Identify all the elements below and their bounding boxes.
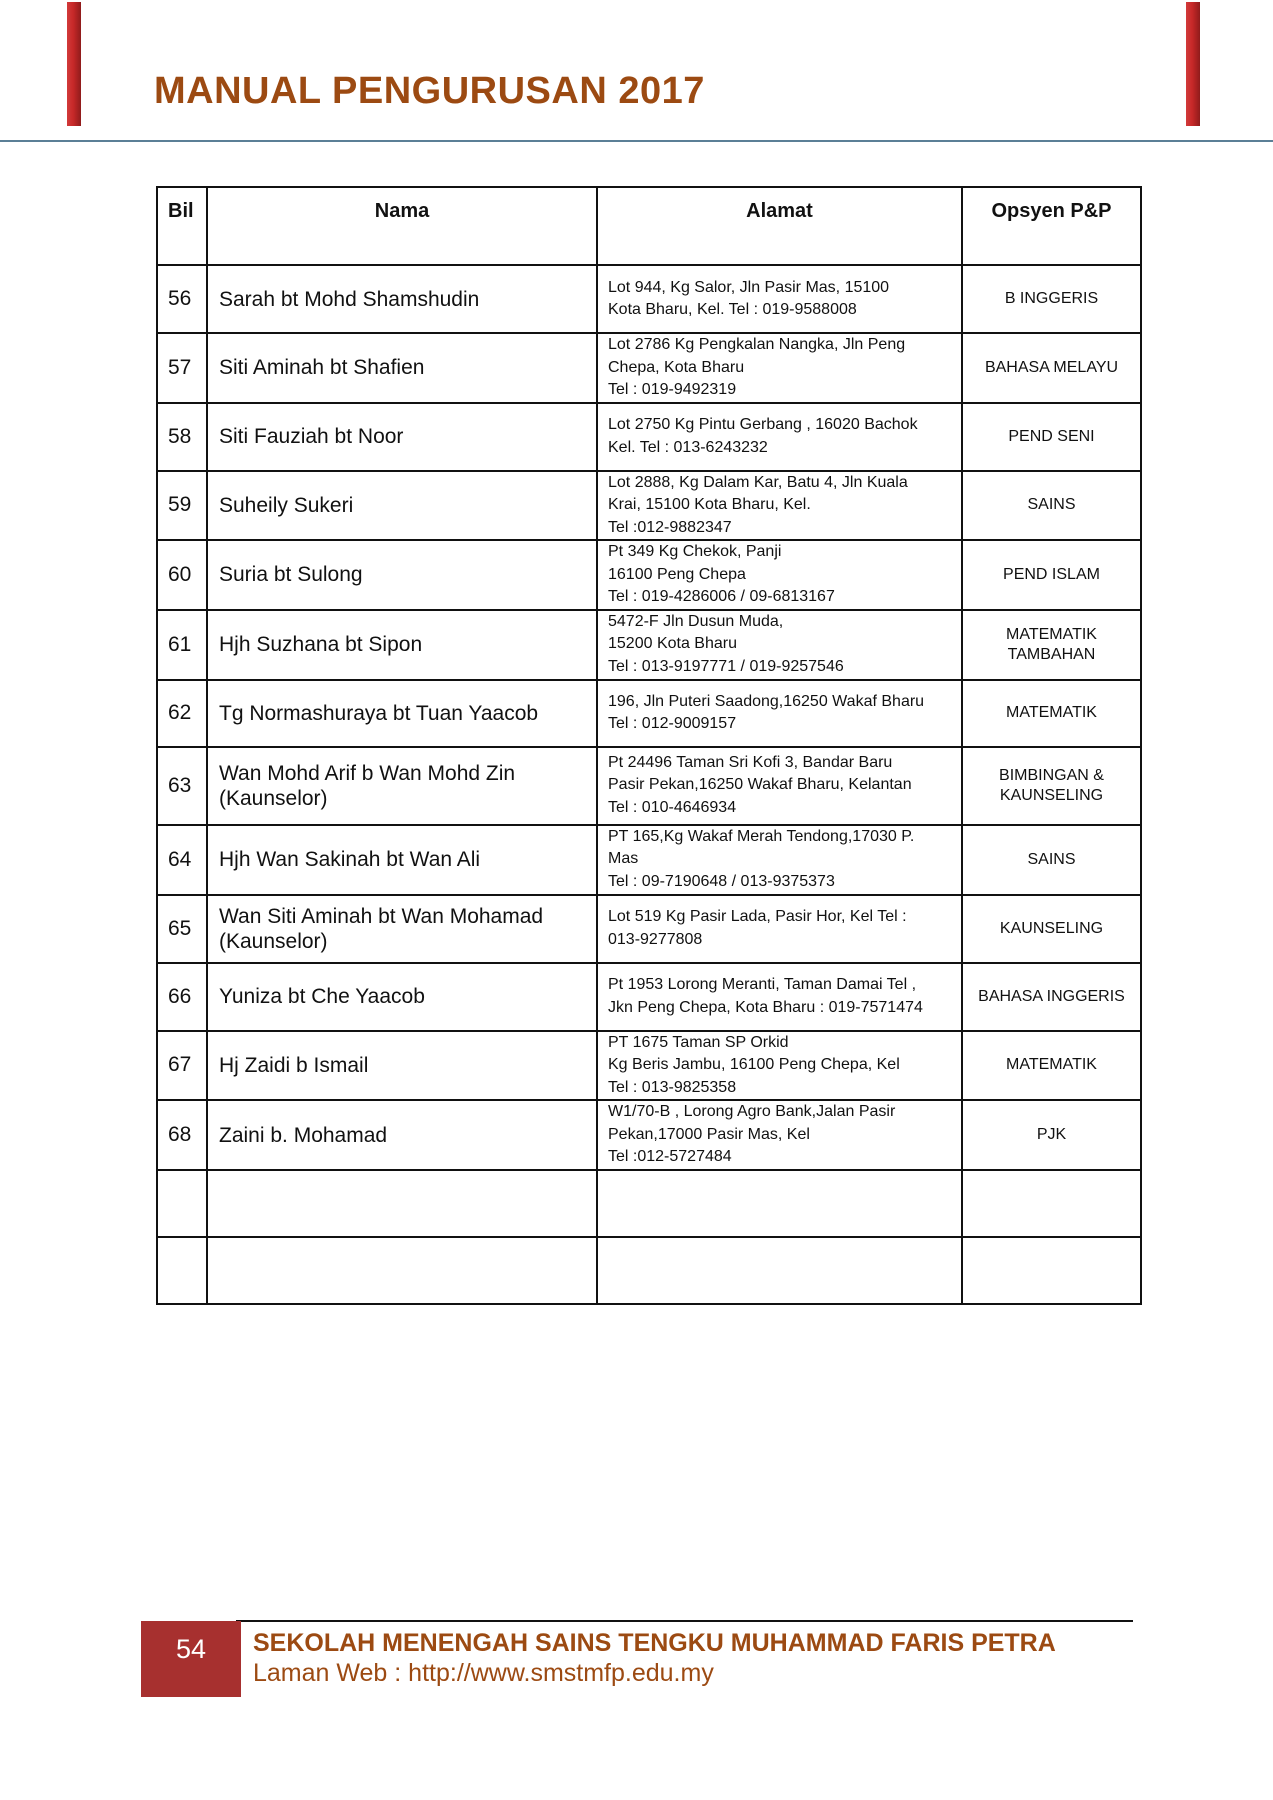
header-alamat: Alamat [597,187,962,265]
cell-nama [207,895,597,963]
cell-opsyen [962,747,1141,825]
empty-table-row [157,1237,1141,1304]
cell-opsyen-line: BIMBINGAN & [999,766,1104,784]
cell-nama-line: Yuniza bt Che Yaacob [219,985,425,1008]
cell-alamat-line: 16100 Peng Chepa [608,565,746,583]
cell-bil: 58 [157,403,207,471]
cell-nama-line: Wan Mohd Arif b Wan Mohd Zin [219,761,516,785]
cell-opsyen-line: PEND ISLAM [1003,565,1100,583]
cell-nama-line: Suria bt Sulong [219,563,363,587]
cell-nama [207,610,597,680]
cell-alamat-line: Lot 519 Kg Pasir Lada, Pasir Hor, Kel Tel : [608,908,907,925]
cell-alamat-line: Tel :012-5727484 [608,1148,732,1166]
empty-cell [207,1237,597,1304]
cell-alamat-line: Tel : 010-4646934 [608,798,737,816]
cell-opsyen-line: SAINS [1027,496,1076,514]
cell-bil: 64 [157,825,207,895]
cell-nama [207,265,597,333]
cell-nama-line: Hjh Suzhana bt Sipon [219,633,423,656]
cell-opsyen-line: BAHASA INGGERIS [978,987,1125,1005]
cell-alamat-line: Kota Bharu, Kel. Tel : 019-9588008 [608,301,857,318]
table-row [157,963,1141,1031]
table-row [157,403,1141,471]
cell-bil: 65 [157,895,207,963]
cell-opsyen-line: BAHASA MELAYU [984,358,1119,376]
cell-alamat-line: Lot 944, Kg Salor, Jln Pasir Mas, 15100 [608,278,890,296]
cell-alamat-line: Mas [608,850,639,868]
header-right-accent-bar [1186,2,1200,126]
cell-nama [207,403,597,471]
cell-opsyen [962,963,1141,1031]
cell-nama-line: Hjh Wan Sakinah bt Wan Ali [219,848,481,871]
cell-alamat-line: Pasir Pekan,16250 Wakaf Bharu, Kelantan [608,776,912,794]
cell-nama-line: (Kaunselor) [219,929,328,953]
cell-alamat-line: Tel :012-9882347 [608,518,732,536]
cell-alamat-line: Tel : 013-9825358 [608,1078,737,1096]
cell-opsyen-line: PJK [1036,1126,1067,1143]
footer-school-name: SEKOLAH MENENGAH SAINS TENGKU MUHAMMAD FARIS PETRA [253,1629,1056,1657]
cell-alamat-line: Krai, 15100 Kota Bharu, Kel. [608,496,811,513]
cell-opsyen-line: MATEMATIK [1006,704,1097,721]
cell-alamat [597,403,962,471]
cell-alamat [597,895,962,963]
cell-nama [207,1100,597,1170]
cell-opsyen [962,403,1141,471]
cell-alamat-line: 15200 Kota Bharu [608,635,737,653]
cell-bil: 63 [157,747,207,825]
cell-bil: 56 [157,265,207,333]
cell-opsyen [962,1031,1141,1101]
cell-bil: 61 [157,610,207,680]
cell-bil: 57 [157,333,207,403]
cell-alamat [597,747,962,825]
empty-cell [962,1237,1141,1304]
page-number: 54 [141,1621,241,1697]
cell-alamat [597,680,962,747]
table-row [157,825,1141,895]
table-row [157,747,1141,825]
cell-alamat-line: W1/70-B , Lorong Agro Bank,Jalan Pasir [608,1103,896,1121]
cell-opsyen [962,265,1141,333]
header-nama: Nama [207,187,597,265]
cell-alamat-line: Jkn Peng Chepa, Kota Bharu : 019-7571474 [608,998,923,1016]
cell-alamat-line: Pekan,17000 Pasir Mas, Kel [608,1125,810,1143]
footer-website: Laman Web : http://www.smstmfp.edu.my [253,1659,714,1687]
cell-alamat [597,963,962,1031]
empty-cell [597,1170,962,1237]
cell-opsyen [962,825,1141,895]
table-row [157,265,1141,333]
cell-alamat-line: Tel : 013-9197771 / 019-9257546 [608,657,844,675]
table-row [157,1100,1141,1170]
table-header-row [157,187,1141,265]
cell-opsyen-line: B INGGERIS [1004,290,1099,307]
cell-nama-line: Siti Fauziah bt Noor [219,425,404,448]
cell-alamat-line: 196, Jln Puteri Saadong,16250 Wakaf Bharu [608,692,925,710]
cell-nama-line: Suheily Sukeri [219,493,354,517]
cell-alamat-line: Lot 2750 Kg Pintu Gerbang , 16020 Bachok [608,416,918,433]
empty-cell [157,1170,207,1237]
cell-opsyen-line: PEND SENI [1008,427,1095,445]
cell-alamat-line: Kel. Tel : 013-6243232 [608,438,768,456]
cell-alamat [597,265,962,333]
cell-nama [207,333,597,403]
cell-nama [207,540,597,610]
cell-nama-line: Sarah bt Mohd Shamshudin [219,287,480,311]
cell-opsyen-line: SAINS [1027,850,1076,868]
cell-opsyen-line: MATEMATIK [1006,1056,1097,1074]
cell-opsyen-line: KAUNSELING [999,919,1104,937]
footer-divider [236,1620,1133,1622]
table-row [157,333,1141,403]
cell-alamat-line: Tel : 019-4286006 / 09-6813167 [608,588,835,605]
cell-bil: 68 [157,1100,207,1170]
cell-opsyen [962,610,1141,680]
header-divider [0,140,1273,142]
cell-alamat-line: Tel : 012-9009157 [608,715,737,732]
cell-alamat-line: 013-9277808 [608,930,703,948]
cell-opsyen [962,540,1141,610]
cell-opsyen [962,895,1141,963]
empty-cell [157,1237,207,1304]
header-bil: Bil [157,187,207,265]
cell-alamat-line: Tel : 019-9492319 [608,381,737,398]
cell-alamat [597,1031,962,1101]
cell-nama [207,471,597,541]
empty-table-row [157,1170,1141,1237]
cell-nama-line: Zaini b. Mohamad [219,1123,388,1147]
cell-alamat-line: Tel : 09-7190648 / 013-9375373 [608,872,835,890]
cell-alamat-line: Lot 2888, Kg Dalam Kar, Batu 4, Jln Kuala [608,473,908,491]
cell-alamat-line: Pt 1953 Lorong Meranti, Taman Damai Tel , [608,976,917,993]
cell-alamat-line: Pt 24496 Taman Sri Kofi 3, Bandar Baru [608,753,893,771]
table-row [157,680,1141,747]
cell-bil: 67 [157,1031,207,1101]
empty-cell [597,1237,962,1304]
table-row [157,1031,1141,1101]
cell-alamat [597,1100,962,1170]
cell-alamat [597,333,962,403]
cell-nama-line: Tg Normashuraya bt Tuan Yaacob [219,701,539,725]
cell-nama-line: Hj Zaidi b Ismail [219,1053,369,1077]
cell-opsyen [962,1100,1141,1170]
cell-nama [207,963,597,1031]
cell-nama-line: Wan Siti Aminah bt Wan Mohamad [219,904,544,928]
cell-opsyen-line: KAUNSELING [999,786,1104,804]
cell-bil: 66 [157,963,207,1031]
cell-alamat-line: 5472-F Jln Dusun Muda, [608,612,784,630]
cell-bil: 60 [157,540,207,610]
cell-nama [207,825,597,895]
header-opsyen: Opsyen P&P [962,187,1141,265]
table-row [157,895,1141,963]
staff-table [156,186,1142,1305]
table-row [157,610,1141,680]
cell-nama [207,680,597,747]
cell-alamat [597,825,962,895]
cell-alamat-line: PT 165,Kg Wakaf Merah Tendong,17030 P. [608,827,915,845]
cell-bil: 59 [157,471,207,541]
cell-alamat-line: Lot 2786 Kg Pengkalan Nangka, Jln Peng [608,336,906,353]
cell-opsyen [962,333,1141,403]
cell-bil: 62 [157,680,207,747]
cell-opsyen-line: TAMBAHAN [1007,645,1096,663]
cell-alamat-line: PT 1675 Taman SP Orkid [608,1033,789,1051]
cell-nama [207,747,597,825]
table-row [157,540,1141,610]
cell-alamat-line: Kg Beris Jambu, 16100 Peng Chepa, Kel [608,1056,900,1073]
cell-alamat [597,610,962,680]
empty-cell [962,1170,1141,1237]
cell-opsyen [962,471,1141,541]
cell-nama-line: Siti Aminah bt Shafien [219,356,425,380]
cell-nama [207,1031,597,1101]
page-title: MANUAL PENGURUSAN 2017 [154,70,705,112]
empty-cell [207,1170,597,1237]
cell-alamat [597,471,962,541]
cell-alamat [597,540,962,610]
table-row [157,471,1141,541]
table-body [157,265,1141,1304]
cell-opsyen-line: MATEMATIK [1006,625,1097,643]
cell-nama-line: (Kaunselor) [219,786,328,810]
header-left-accent-bar [67,2,81,126]
cell-alamat-line: Pt 349 Kg Chekok, Panji [608,543,782,560]
cell-alamat-line: Chepa, Kota Bharu [608,358,745,376]
cell-opsyen [962,680,1141,747]
